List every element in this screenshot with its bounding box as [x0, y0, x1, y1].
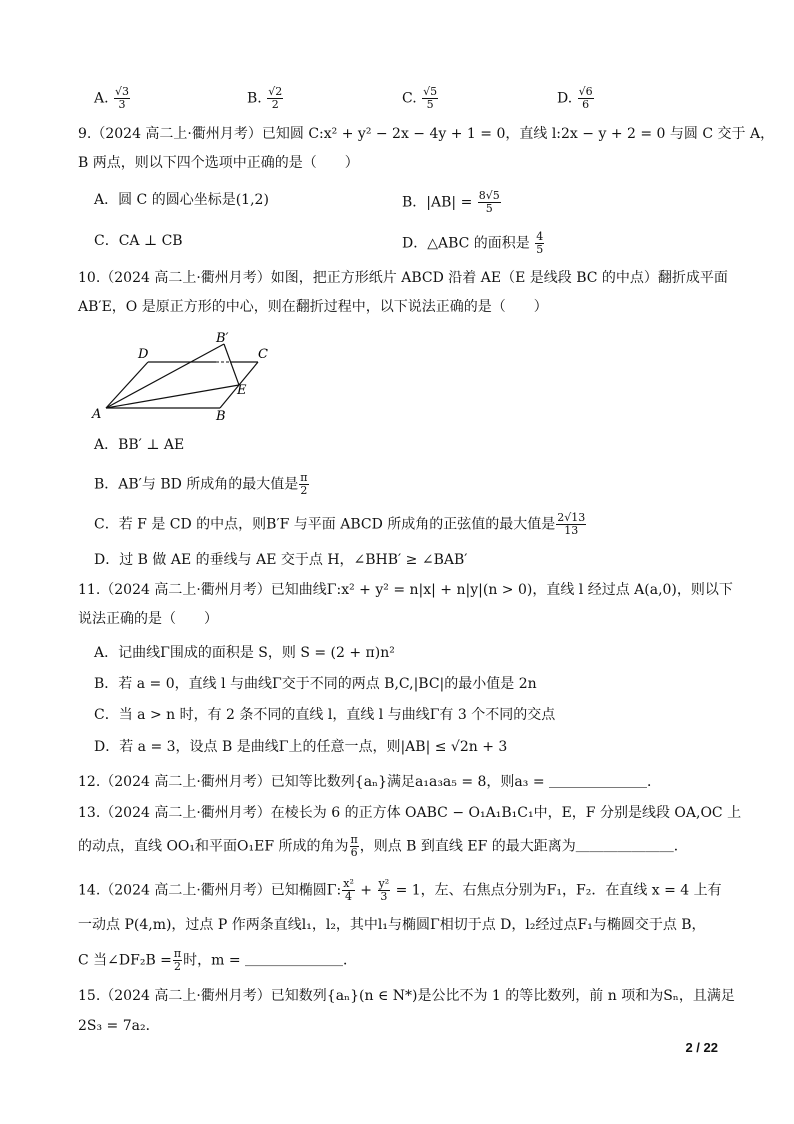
q8-option-b	[247, 86, 284, 111]
fraction: $\frac{\text{y²}}{3}$	[378, 877, 390, 903]
label-d: D	[138, 347, 149, 362]
q11-option-d: D．若 a = 3，设点 B 是曲线Γ上的任意一点，则|AB| ≤ √2n + 3	[94, 739, 508, 755]
option-label: B.	[247, 90, 262, 107]
q14-stem-line2: 一动点 P(4,m)，过点 P 作两条直线l₁，l₂，其中l₁与椭圆Γ相切于点 D，l₂经过点F₁与椭圆交于点 B，	[78, 917, 706, 933]
option-label: A.	[94, 90, 109, 107]
q9-stem-line2: B 两点，则以下四个选项中正确的是（ ）	[78, 155, 359, 171]
fraction: $\frac{√6}{6}$	[578, 85, 593, 111]
option-label: D.	[557, 90, 573, 107]
q14-stem-line1: 14.（2024 高二上·衢州月考）已知椭圆Γ: $\frac{\text{x²}}{4}$ + $\frac{\text{y²}}{3}$ = 1，左、右焦点分别为F₁，F₂．在直线 x = 4 上有	[78, 877, 722, 903]
folded-square-figure	[90, 330, 290, 422]
q10-option-b: B．AB′与 BD 所成角的最大值是 $\frac{\pi}{2}$	[94, 471, 308, 497]
q9-option-b: B．|AB| = $\frac{8√5}{5}$	[402, 189, 500, 215]
q14-stem-line3: C 当∠DF₂B = $\frac{\pi}{2}$ 时，m = ＿＿＿＿＿＿＿．	[78, 947, 358, 973]
q9-stem-line1: 9.（2024 高二上·衢州月考）已知圆 C:x² + y² − 2x − 4y + 1 = 0，直线 l:2x − y + 2 = 0 与圆 C 交于 A，	[78, 126, 775, 142]
q9-option-a: A．圆 C 的圆心坐标是(1,2)	[94, 192, 269, 208]
q13-stem-line1: 13.（2024 高二上·衢州月考）在棱长为 6 的正方体 OABC − O₁A₁B₁C₁中，E，F 分别是线段 OA,OC 上	[78, 805, 742, 821]
label-a: A	[92, 407, 102, 422]
q11-stem-line2: 说法正确的是（ ）	[78, 611, 218, 627]
q11-option-a: A．记曲线Γ围成的面积是 S，则 S = (2 + π)n²	[94, 645, 395, 661]
q10-stem-line1: 10.（2024 高二上·衢州月考）如图，把正方形纸片 ABCD 沿着 AE（E 是线段 BC 的中点）翻折成平面	[78, 270, 728, 286]
q10-option-c: C．若 F 是 CD 的中点，则B′F 与平面 ABCD 所成角的正弦值的最大值是 $\frac{2√13}{13}$	[94, 511, 586, 537]
label-c: C	[258, 347, 268, 362]
q13-stem-line2: 的动点，直线 OO₁和平面O₁EF 所成的角为 $\frac{\pi}{6}$ ，则点 B 到直线 EF 的最大距离为＿＿＿＿＿＿＿．	[78, 833, 688, 859]
q8-option-a	[94, 86, 131, 111]
fraction: $\frac{\pi}{2}$	[173, 947, 182, 973]
edge-b-prime-e	[224, 344, 239, 385]
q11-stem-line1: 11.（2024 高二上·衢州月考）已知曲线Γ:x² + y² = n|x| + n|y|(n > 0)，直线 l 经过点 A(a,0)，则以下	[78, 582, 733, 598]
fraction: $\frac{\pi}{6}$	[350, 833, 358, 859]
q9-option-d: D．△ABC 的面积是 $\frac{4}{5}$	[402, 230, 544, 256]
fraction: $\frac{4}{5}$	[536, 230, 544, 256]
q10-stem-line2: AB′E，O 是原正方形的中心，则在翻折过程中，以下说法正确的是（ ）	[78, 299, 548, 315]
q8-option-c	[402, 86, 439, 111]
edge-ec	[239, 362, 258, 385]
q10-option-a: A．BB′ ⊥ AE	[94, 437, 185, 453]
q15-stem-line2: 2S₃ = 7a₂．	[78, 1018, 160, 1034]
label-b: B	[216, 409, 226, 422]
label-e: E	[237, 383, 247, 398]
q10-option-d: D．过 B 做 AE 的垂线与 AE 交于点 H，∠BHB′ ≥ ∠BAB′	[94, 552, 468, 568]
fraction: $\frac{\pi}{2}$	[300, 471, 308, 497]
fraction: $\frac{√2}{2}$	[268, 85, 283, 111]
q9-option-c: C．CA ⊥ CB	[94, 233, 183, 249]
fraction: $\frac{√5}{5}$	[423, 85, 438, 111]
option-label: C.	[402, 90, 417, 107]
label-b-prime: B′	[216, 331, 229, 346]
fraction: $\frac{8√5}{5}$	[478, 189, 500, 215]
q8-option-d	[557, 86, 595, 111]
fraction: $\frac{√3}{3}$	[115, 85, 130, 111]
fraction: $\frac{2√13}{13}$	[557, 511, 586, 537]
fraction: $\frac{\text{x²}}{4}$	[343, 877, 354, 903]
page-number: 2 / 22	[685, 1040, 718, 1055]
q11-option-b: B．若 a = 0，直线 l 与曲线Γ交于不同的两点 B,C,|BC|的最小值是 2n	[94, 676, 537, 692]
edge-ad	[106, 362, 148, 408]
q12-stem: 12.（2024 高二上·衢州月考）已知等比数列{aₙ}满足a₁a₃a₅ = 8，则a₃ = ＿＿＿＿＿＿＿．	[78, 774, 662, 790]
q15-stem-line1: 15.（2024 高二上·衢州月考）已知数列{aₙ}(n ∈ N*)是公比不为 1 的等比数列，前 n 项和为Sₙ，且满足	[78, 988, 735, 1004]
q11-option-c: C．当 a > n 时，有 2 条不同的直线 l，直线 l 与曲线Γ有 3 个不同的交点	[94, 707, 556, 723]
